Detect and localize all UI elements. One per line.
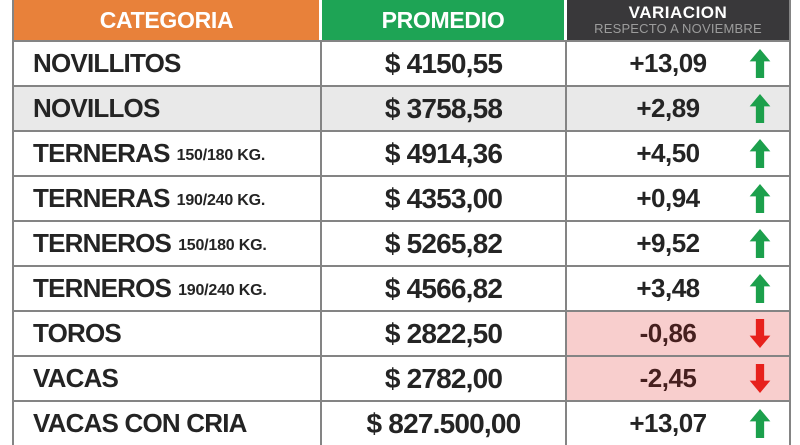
weight-range-label: 150/180 KG. bbox=[176, 147, 266, 164]
average-price-value: $ 2822,50 bbox=[384, 317, 503, 349]
variation-value: +9,52 bbox=[636, 228, 700, 258]
variation-cell bbox=[567, 222, 789, 265]
average-price-value: $ 2782,00 bbox=[384, 362, 503, 394]
average-cell bbox=[322, 132, 567, 175]
category-label: NOVILLOS bbox=[33, 93, 160, 123]
variation-cell bbox=[567, 87, 789, 130]
category-cell bbox=[14, 312, 322, 355]
average-cell bbox=[322, 177, 567, 220]
average-cell bbox=[322, 87, 567, 130]
category-label: VACAS CON CRIA bbox=[33, 408, 247, 438]
category-label: TERNEROS bbox=[33, 273, 172, 303]
variation-value: -2,45 bbox=[639, 363, 697, 393]
up-arrow-icon bbox=[749, 49, 771, 78]
variation-value: +13,09 bbox=[629, 48, 707, 78]
up-arrow-icon bbox=[749, 274, 771, 303]
up-arrow-icon bbox=[749, 139, 771, 168]
table-row bbox=[14, 130, 789, 175]
average-price-value: $ 4150,55 bbox=[384, 47, 503, 79]
header-categoria bbox=[14, 0, 319, 40]
category-cell bbox=[14, 42, 322, 85]
average-cell bbox=[322, 42, 567, 85]
variation-value: +2,89 bbox=[636, 93, 700, 123]
average-cell bbox=[322, 222, 567, 265]
variation-cell bbox=[567, 402, 789, 445]
header-promedio bbox=[322, 0, 564, 40]
category-label: NOVILLITOS bbox=[33, 48, 181, 78]
category-label: VACAS bbox=[33, 363, 119, 393]
variation-cell bbox=[567, 267, 789, 310]
down-arrow-icon bbox=[749, 319, 771, 348]
average-cell bbox=[322, 402, 567, 445]
category-cell bbox=[14, 267, 322, 310]
average-price-value: $ 4914,36 bbox=[384, 137, 503, 169]
average-cell bbox=[322, 267, 567, 310]
category-label: TERNERAS bbox=[33, 183, 170, 213]
category-label: TERNEROS bbox=[33, 228, 172, 258]
category-cell bbox=[14, 402, 322, 445]
header-variacion-subtitle: RESPECTO A NOVIEMBRE bbox=[594, 21, 762, 36]
variation-value: +4,50 bbox=[636, 138, 700, 168]
average-price-value: $ 3758,58 bbox=[384, 92, 503, 124]
variation-value: -0,86 bbox=[639, 318, 697, 348]
up-arrow-icon bbox=[749, 184, 771, 213]
price-table bbox=[12, 0, 791, 445]
category-cell bbox=[14, 222, 322, 265]
category-label: TOROS bbox=[33, 318, 121, 348]
variation-cell bbox=[567, 312, 789, 355]
variation-cell bbox=[567, 42, 789, 85]
category-label: TERNERAS bbox=[33, 138, 170, 168]
header-promedio-label: PROMEDIO bbox=[381, 6, 505, 33]
variation-cell bbox=[567, 132, 789, 175]
header-variacion bbox=[567, 0, 789, 40]
average-price-value: $ 4353,00 bbox=[384, 182, 503, 214]
variation-cell bbox=[567, 357, 789, 400]
category-cell bbox=[14, 132, 322, 175]
down-arrow-icon bbox=[749, 364, 771, 393]
table-row bbox=[14, 355, 789, 400]
table-row bbox=[14, 400, 789, 445]
average-price-value: $ 5265,82 bbox=[384, 227, 503, 259]
header-categoria-label: CATEGORIA bbox=[99, 6, 234, 33]
up-arrow-icon bbox=[749, 409, 771, 438]
average-price-value: $ 827.500,00 bbox=[366, 407, 521, 439]
average-price-value: $ 4566,82 bbox=[384, 272, 503, 304]
variation-value: +3,48 bbox=[636, 273, 700, 303]
table-row bbox=[14, 265, 789, 310]
variation-value: +13,07 bbox=[629, 408, 707, 438]
table-row bbox=[14, 220, 789, 265]
table-row bbox=[14, 40, 789, 85]
average-cell bbox=[322, 357, 567, 400]
variation-cell bbox=[567, 177, 789, 220]
table-body bbox=[14, 40, 789, 445]
up-arrow-icon bbox=[749, 94, 771, 123]
header-variacion-title: VARIACION bbox=[628, 3, 728, 22]
table-header-row bbox=[14, 0, 789, 40]
weight-range-label: 190/240 KG. bbox=[178, 282, 267, 299]
weight-range-label: 150/180 KG. bbox=[178, 237, 267, 254]
up-arrow-icon bbox=[749, 229, 771, 258]
weight-range-label: 190/240 KG. bbox=[176, 192, 266, 209]
average-cell bbox=[322, 312, 567, 355]
table-row bbox=[14, 310, 789, 355]
category-cell bbox=[14, 87, 322, 130]
table-row bbox=[14, 85, 789, 130]
variation-value: +0,94 bbox=[636, 183, 700, 213]
table-row bbox=[14, 175, 789, 220]
category-cell bbox=[14, 177, 322, 220]
category-cell bbox=[14, 357, 322, 400]
